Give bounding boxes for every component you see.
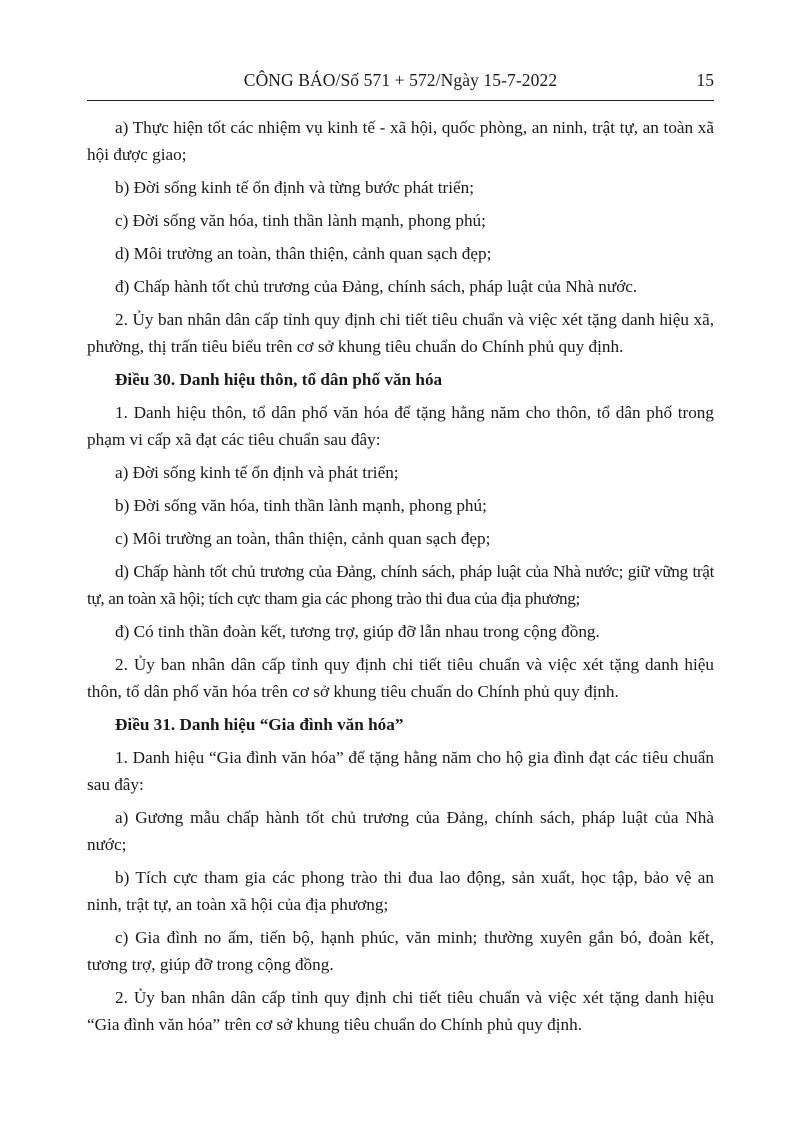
article-30-clause-dd: đ) Có tinh thần đoàn kết, tương trợ, giúp đỡ lẫn nhau trong cộng đồng. (115, 622, 600, 641)
article-30-clause-b: b) Đời sống văn hóa, tinh thần lành mạnh, phong phú; (115, 496, 487, 515)
page-number: 15 (696, 70, 714, 90)
clause-30b: b) Đời sống kinh tế ổn định và từng bước phát triển; (115, 178, 475, 197)
clause-30d: d) Môi trường an toàn, thân thiện, cảnh quan sạch đẹp; (115, 244, 492, 263)
paragraph-2-commune: 2. Ủy ban nhân dân cấp tỉnh quy định chi tiết tiêu chuẩn và việc xét tặng danh hiệu xã, phường, thị trấn tiêu biểu trên cơ sở khung tiêu chuẩn do Chính phủ quy định. (87, 310, 714, 356)
clause-30a: a) Thực hiện tốt các nhiệm vụ kinh tế - xã hội, quốc phòng, an ninh, trật tự, an toàn xã hội được giao; (87, 118, 714, 164)
article-31-clause-c: c) Gia đình no ấm, tiến bộ, hạnh phúc, văn minh; thường xuyên gắn bó, đoàn kết, tương trợ, giúp đỡ trong cộng đồng. (87, 928, 714, 974)
gazette-title: CÔNG BÁO/Số 571 + 572/Ngày 15-7-2022 (243, 70, 558, 90)
document-body (87, 114, 714, 1044)
article-30-clause-a: a) Đời sống kinh tế ổn định và phát triển; (115, 463, 399, 482)
article-30-clause-d: d) Chấp hành tốt chủ trương của Đảng, chính sách, pháp luật của Nhà nước; giữ vững trật tự, an toàn xã hội; tích cực tham gia các phong trào thi đua của địa phương; (87, 562, 714, 608)
article-31-clause-a: a) Gương mẫu chấp hành tốt chủ trương của Đảng, chính sách, pháp luật của Nhà nước; (87, 808, 714, 854)
article-31-paragraph-1: 1. Danh hiệu “Gia đình văn hóa” để tặng hằng năm cho hộ gia đình đạt các tiêu chuẩn sau đây: (87, 748, 714, 794)
article-30-clause-c: c) Môi trường an toàn, thân thiện, cảnh quan sạch đẹp; (115, 529, 491, 548)
article-31-heading: Điều 31. Danh hiệu “Gia đình văn hóa” (115, 715, 404, 734)
article-30-paragraph-2: 2. Ủy ban nhân dân cấp tỉnh quy định chi tiết tiêu chuẩn và việc xét tặng danh hiệu thôn, tổ dân phố văn hóa trên cơ sở khung tiêu chuẩn do Chính phủ quy định. (87, 655, 714, 701)
clause-30dd: đ) Chấp hành tốt chủ trương của Đảng, chính sách, pháp luật của Nhà nước. (115, 277, 638, 296)
article-31-clause-b: b) Tích cực tham gia các phong trào thi đua lao động, sản xuất, học tập, bảo vệ an ninh, trật tự, an toàn xã hội của địa phương; (87, 868, 714, 914)
page-header (87, 64, 714, 101)
article-31-paragraph-2: 2. Ủy ban nhân dân cấp tỉnh quy định chi tiết tiêu chuẩn và việc xét tặng danh hiệu “Gia đình văn hóa” trên cơ sở khung tiêu chuẩn do Chính phủ quy định. (87, 988, 714, 1034)
article-30-paragraph-1: 1. Danh hiệu thôn, tổ dân phố văn hóa để tặng hằng năm cho thôn, tổ dân phố trong phạm vi cấp xã đạt các tiêu chuẩn sau đây: (87, 403, 714, 449)
clause-30c: c) Đời sống văn hóa, tinh thần lành mạnh, phong phú; (115, 211, 486, 230)
article-30-heading: Điều 30. Danh hiệu thôn, tổ dân phố văn hóa (115, 370, 443, 389)
